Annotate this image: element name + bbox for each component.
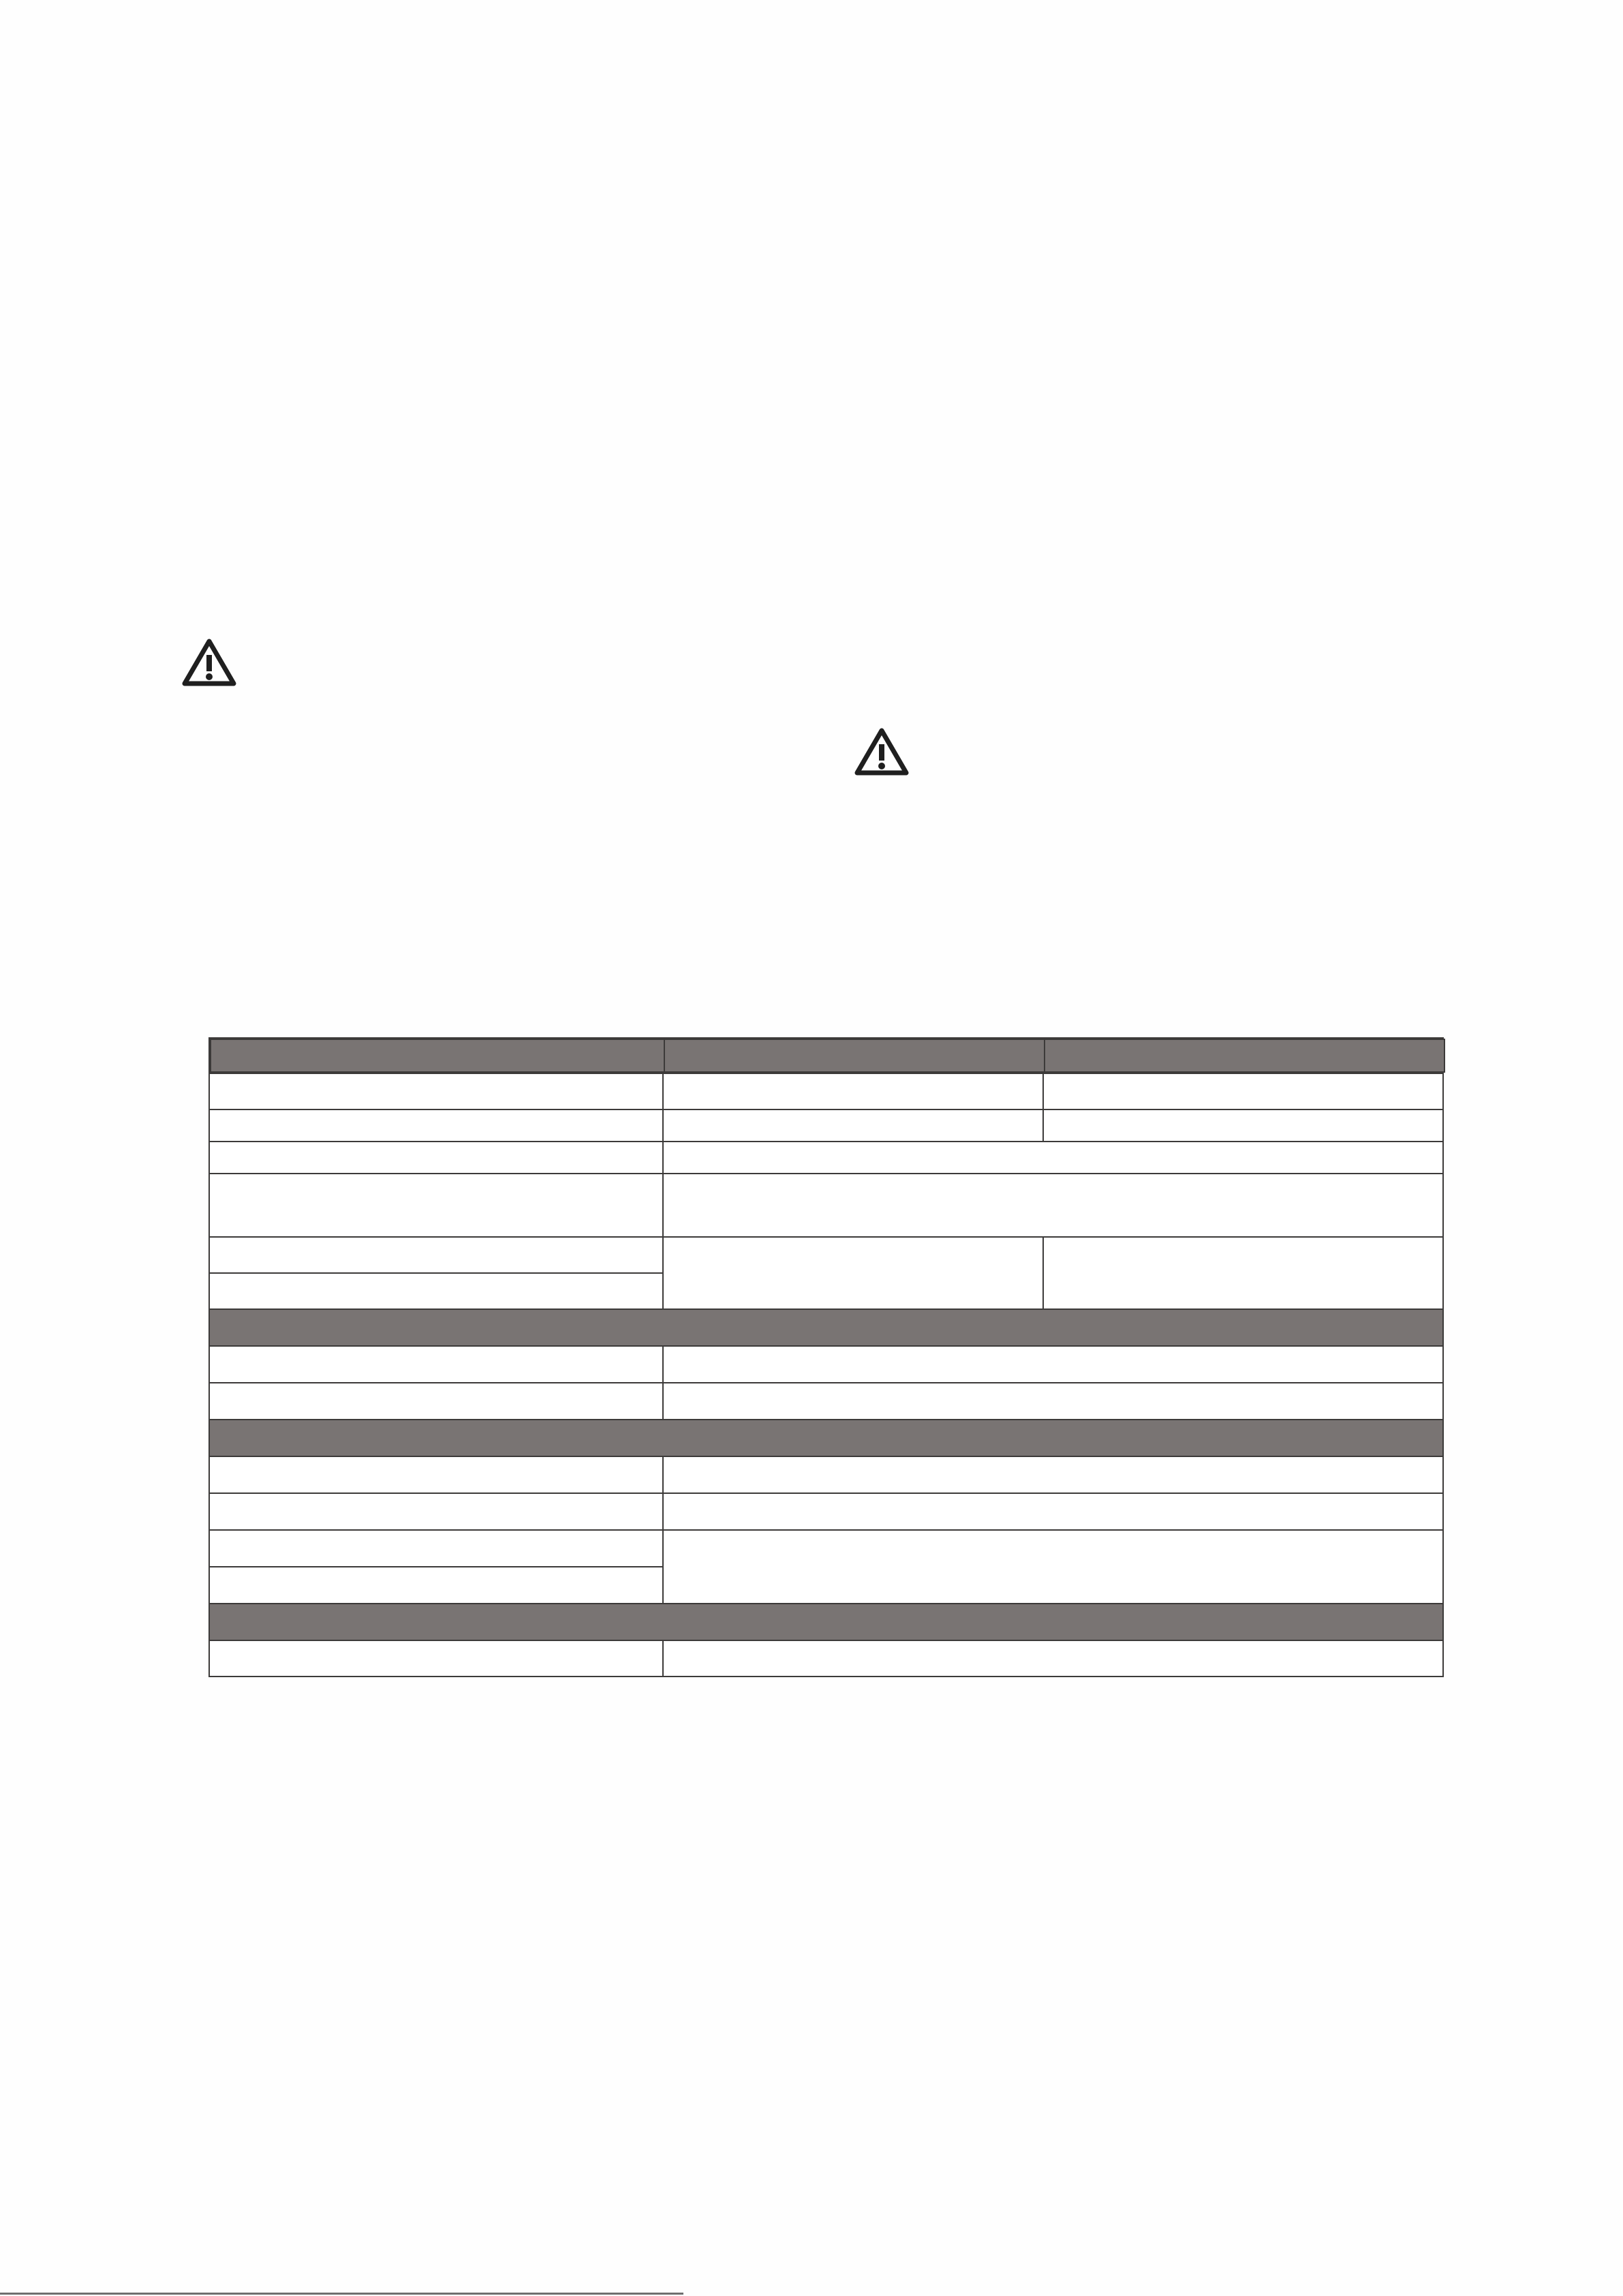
table-header-row bbox=[208, 1037, 1444, 1074]
table-cell bbox=[208, 1456, 664, 1494]
table-cell bbox=[208, 1529, 664, 1567]
table-header-cell bbox=[1044, 1039, 1445, 1073]
table-row bbox=[208, 1173, 1444, 1238]
table-cell bbox=[208, 1073, 664, 1110]
table-section-row bbox=[208, 1308, 1444, 1347]
table-cell bbox=[662, 1493, 1444, 1531]
table-row bbox=[208, 1382, 1444, 1420]
table-cell bbox=[208, 1493, 664, 1531]
table-row bbox=[208, 1141, 1444, 1174]
table-cell bbox=[1042, 1109, 1444, 1142]
table-cell bbox=[662, 1456, 1444, 1494]
table-cell bbox=[208, 1141, 664, 1174]
table-cell bbox=[208, 1173, 664, 1238]
table-header-cell bbox=[664, 1039, 1045, 1073]
table-cell bbox=[208, 1272, 664, 1310]
table-row bbox=[208, 1073, 1444, 1110]
table-cell bbox=[208, 1382, 664, 1420]
table-row bbox=[208, 1640, 1444, 1677]
table-row bbox=[208, 1456, 1444, 1494]
table-header-cell bbox=[210, 1039, 665, 1073]
table-cell bbox=[208, 1109, 664, 1142]
table-cell bbox=[208, 1236, 664, 1274]
table-row bbox=[208, 1236, 1444, 1310]
table-cell bbox=[662, 1173, 1444, 1238]
table-cell bbox=[662, 1345, 1444, 1383]
table-cell bbox=[1042, 1236, 1444, 1310]
table-cell bbox=[662, 1236, 1044, 1310]
table-cell bbox=[662, 1529, 1444, 1604]
table-cell bbox=[662, 1640, 1444, 1677]
table-cell bbox=[208, 1345, 664, 1383]
table-cell bbox=[208, 1566, 664, 1604]
warning-icon bbox=[854, 726, 910, 777]
table-row bbox=[208, 1529, 1444, 1604]
table-section-row bbox=[208, 1419, 1444, 1457]
table-section-row bbox=[208, 1603, 1444, 1641]
table-row bbox=[208, 1109, 1444, 1142]
table-cell bbox=[662, 1073, 1044, 1110]
table-cell bbox=[1042, 1073, 1444, 1110]
warning-icon bbox=[181, 637, 237, 688]
table-row bbox=[208, 1493, 1444, 1531]
footer-divider bbox=[0, 2293, 683, 2295]
table-row bbox=[208, 1345, 1444, 1383]
table-cell bbox=[208, 1640, 664, 1677]
table-cell bbox=[662, 1109, 1044, 1142]
table-cell bbox=[662, 1382, 1444, 1420]
table-cell bbox=[662, 1141, 1444, 1174]
